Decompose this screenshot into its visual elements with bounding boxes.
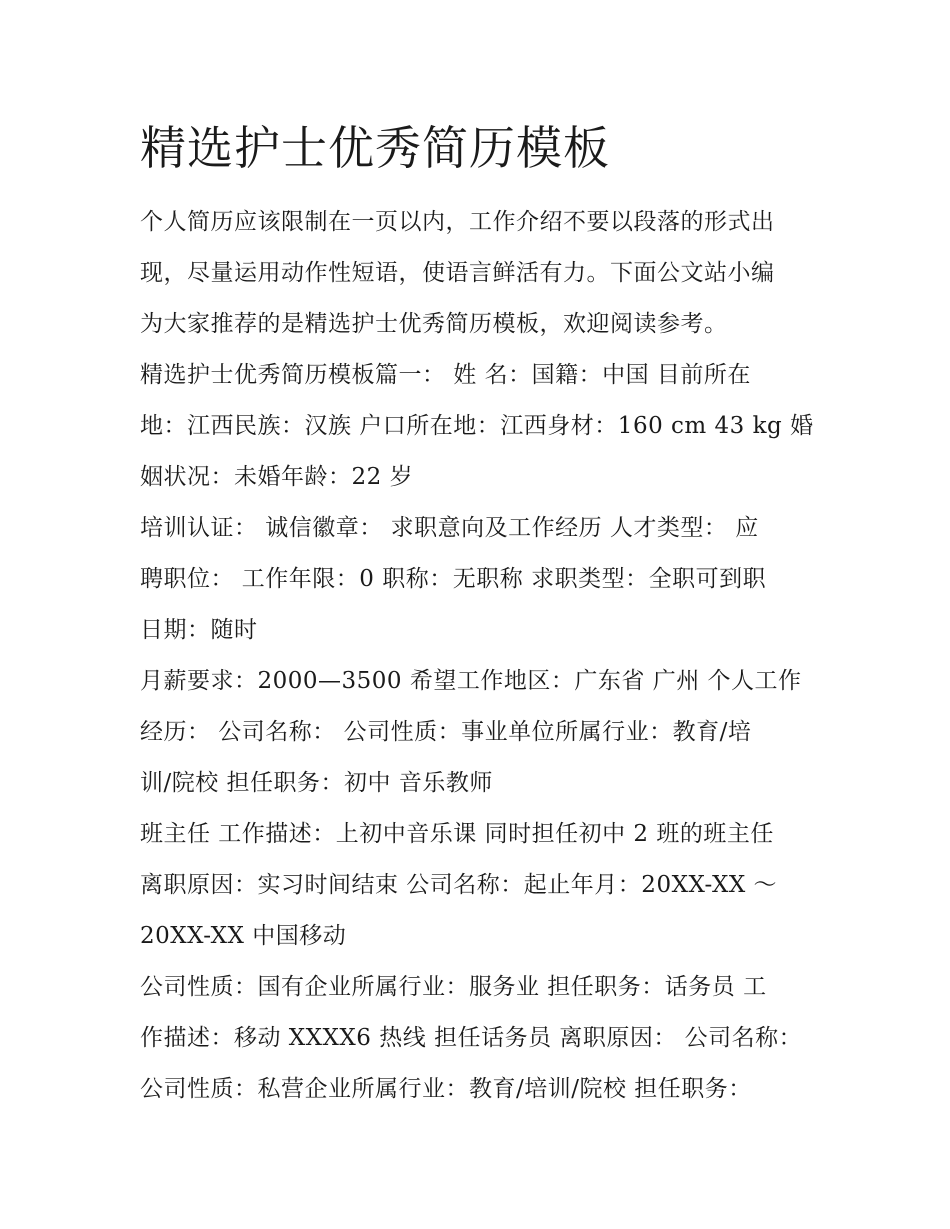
- paragraph-work-history-1: [140, 809, 820, 962]
- text-line: 精选护士优秀简历模板篇一： 姓 名：国籍：中国 目前所在: [140, 362, 751, 388]
- text-line: 作描述：移动 XXXX6 热线 担任话务员 离职原因： 公司名称：: [140, 1025, 803, 1051]
- text-line: 公司性质：私营企业所属行业：教育/培训/院校 担任职务：: [140, 1076, 752, 1102]
- text-line: 为大家推荐的是精选护士优秀简历模板，欢迎阅读参考。: [140, 311, 728, 337]
- text-line: 培训认证： 诚信徽章： 求职意向及工作经历 人才类型： 应: [140, 515, 759, 541]
- text-line: 聘职位： 工作年限：0 职称：无职称 求职类型：全职可到职: [140, 566, 767, 592]
- text-line: 日期：随时: [140, 617, 258, 643]
- text-line: 地：江西民族：汉族 户口所在地：江西身材：160 cm 43 kg 婚: [140, 413, 814, 439]
- document-body: [140, 197, 820, 1115]
- paragraph-personal-info: [140, 350, 820, 503]
- text-line: 公司性质：国有企业所属行业：服务业 担任职务：话务员 工: [140, 974, 767, 1000]
- document-title: 精选护士优秀简历模板: [140, 121, 610, 175]
- paragraph-work-history-2: [140, 962, 820, 1115]
- paragraph-job-intention: [140, 503, 820, 656]
- paragraph-salary-experience: [140, 656, 820, 809]
- text-line: 20XX-XX 中国移动: [140, 923, 347, 949]
- text-line: 班主任 工作描述：上初中音乐课 同时担任初中 2 班的班主任: [140, 821, 774, 847]
- text-line: 训/院校 担任职务：初中 音乐教师: [140, 770, 493, 796]
- text-line: 月薪要求：2000—3500 希望工作地区：广东省 广州 个人工作: [140, 668, 802, 694]
- text-line: 个人简历应该限制在一页以内，工作介绍不要以段落的形式出: [140, 209, 775, 235]
- text-line: 离职原因：实习时间结束 公司名称：起止年月：20XX-XX ～: [140, 872, 778, 898]
- text-line: 现，尽量运用动作性短语，使语言鲜活有力。下面公文站小编: [140, 260, 775, 286]
- text-line: 姻状况：未婚年龄：22 岁: [140, 464, 414, 490]
- text-line: 经历： 公司名称： 公司性质：事业单位所属行业：教育/培: [140, 719, 752, 745]
- paragraph-intro: [140, 197, 820, 350]
